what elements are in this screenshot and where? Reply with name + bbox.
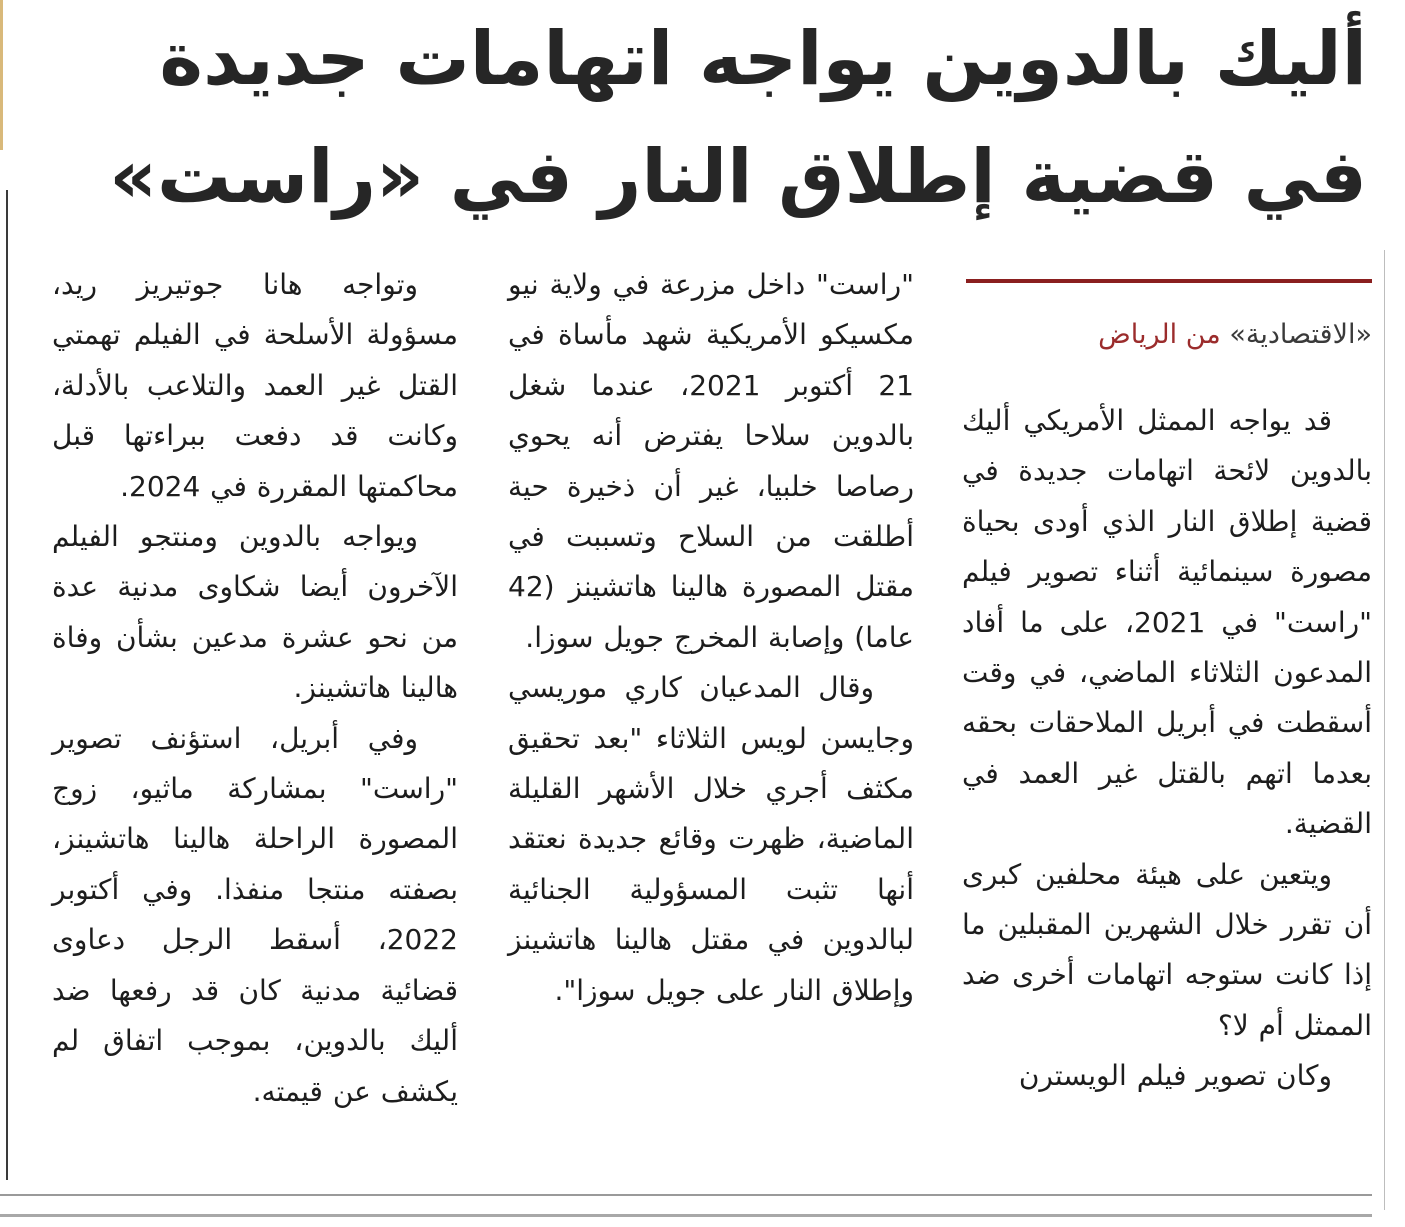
byline-rule [966,279,1372,283]
article-column-1 [962,396,1372,1102]
paragraph: ويواجه بالدوين ومنتجو الفيلم الآخرون أيضا شكاوى مدنية عدة من نحو عشرة مدعين بشأن وفاة هالينا هاتشينز. [52,520,458,705]
bottom-rule [0,1194,1372,1196]
article-column-2 [508,260,914,1016]
paragraph: "راست" داخل مزرعة في ولاية نيو مكسيكو الأمريكية شهد مأساة في 21 أكتوبر 2021، عندما شغل بالدوين سلاحا يفترض أنه يحوي رصاصا خلبيا، غير أن ذخيرة حية أطلقت من السلاح وتسببت في مقتل المصورة هالينا هاتشينز (42 عاما) وإصابة المخرج جويل سوزا. [508,268,914,654]
article-column-3 [52,260,458,1117]
headline-line-2: في قضية إطلاق النار في «راست» [109,134,1367,220]
byline-location: من الرياض [1098,319,1221,350]
paragraph: وكان تصوير فيلم الويسترن [1018,1059,1332,1093]
paragraph: قد يواجه الممثل الأمريكي أليك بالدوين لائحة اتهامات جديدة في قضية إطلاق النار الذي أودى بحياة مصورة سينمائية أثناء تصوير فيلم "راست" في 2021، على ما أفاد المدعون الثلاثاء الماضي، في وقت أسقطت في أبريل الملاحقات بحقه بعدما اتهم بالقتل غير العمد في القضية. [962,404,1372,841]
paragraph: وفي أبريل، استؤنف تصوير "راست" بمشاركة ماثيو، زوج المصورة الراحلة هالينا هاتشينز، بصفته منتجا منفذا. وفي أكتوبر 2022، أسقط الرجل دعاوى قضائية مدنية كان قد رفعها ضد أليك بالدوين، بموجب اتفاق لم يكشف عن قيمته. [52,721,458,1108]
headline [47,0,1367,236]
byline-source: «الاقتصادية» [1229,319,1372,350]
paragraph: وقال المدعيان كاري موريسي وجايسن لويس الثلاثاء "بعد تحقيق مكثف أجري خلال الأشهر القليلة الماضية، ظهرت وقائع جديدة نعتقد أنها تثبت المسؤولية الجنائية لبالدوين في مقتل هالينا هاتشينز وإطلاق النار على جويل سوزا". [508,671,914,1007]
byline [966,312,1372,358]
headline-line-1: أليك بالدوين يواجه اتهامات جديدة [159,16,1367,102]
paragraph: ويتعين على هيئة محلفين كبرى أن تقرر خلال الشهرين المقبلين ما إذا كانت ستوجه اتهامات أخرى ضد الممثل أم لا؟ [962,857,1372,1042]
right-column-border [1384,250,1385,1210]
bottom-rule [0,1214,1372,1217]
page-edge-mark [0,0,3,150]
left-column-border [6,190,8,1180]
paragraph: وتواجه هانا جوتيريز ريد، مسؤولة الأسلحة في الفيلم تهمتي القتل غير العمد والتلاعب بالأدلة، وكانت قد دفعت ببراءتها قبل محاكمتها المقررة في 2024. [52,268,458,503]
